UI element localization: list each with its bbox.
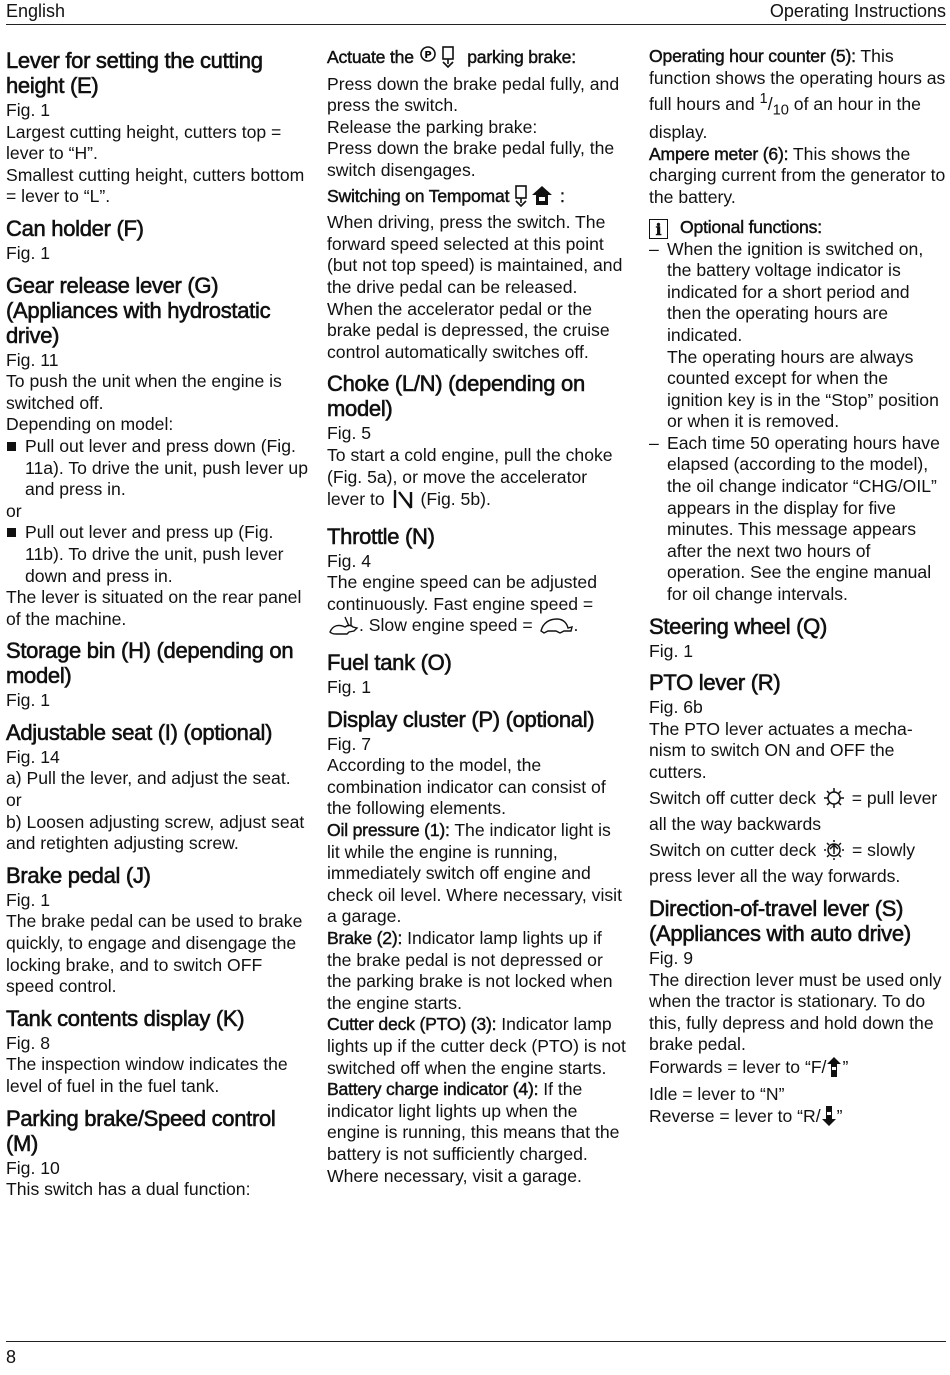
paragraph: The inspection window indicates the level of fuel in the fuel tank. xyxy=(6,1054,288,1096)
reverse-item: Reverse = lever to “R/ ” xyxy=(649,1105,947,1133)
paragraph: Largest cutting height, cutters top = lever to “H”. xyxy=(6,121,282,164)
heading-storage-bin: Storage bin (H) (depending on model) xyxy=(6,638,294,689)
paragraph: Depending on model: xyxy=(6,414,174,435)
paragraph: To start a cold engine, pull the choke (Fig. 5a), or move the accelerator lever to (Fig. 5b). xyxy=(327,445,627,516)
fig-ref: Fig. 11 xyxy=(6,349,59,370)
bullet-square-icon xyxy=(7,442,16,451)
forward-item: Forwards = lever to “F/ ” xyxy=(649,1056,947,1084)
list-item: – Each time 50 operating hours have elapsed (according to the model), the oil change indicator “CHG/OIL” appears in the display for five minutes. This message appears after the next two hours of operation. See the engine manual for oil change intervals. xyxy=(649,432,940,605)
bullet-item: Pull out lever and press up (Fig. 11b). To drive the unit, push lever down and press in. xyxy=(6,522,311,587)
tortoise-icon xyxy=(538,616,574,642)
heading-cutting-height-lever: Lever for setting the cutting height (E) xyxy=(6,48,263,98)
fig-ref: Fig. 9 xyxy=(649,947,694,968)
paragraph: When the accelerator pedal or the brake pedal is depressed, the cruise control automatically switches off. xyxy=(327,298,610,362)
info-icon: i xyxy=(649,219,668,239)
page-header xyxy=(6,0,946,25)
fig-ref: Fig. 1 xyxy=(6,242,51,263)
header-title: Operating Instructions xyxy=(769,1,946,21)
heading-adjustable-seat: Adjustable seat (I) (optional) xyxy=(6,719,273,745)
paragraph: The PTO lever actuates a mecha-nism to switch ON and OFF the cutters. xyxy=(649,718,913,782)
paragraph: Press down the brake pedal fully, the switch disengages. xyxy=(327,138,615,180)
list-item: – When the ignition is switched on, the battery voltage indicator is indicated for a short period and then the operating hours are indicated. The operating hours are always counted except for when the ignition key is in the “Stop” position or when it is removed. xyxy=(649,238,939,432)
ampere-meter-item: Ampere meter (6): This shows the charging current from the generator to the battery. xyxy=(649,143,946,207)
column-3 xyxy=(649,46,947,1133)
fig-ref: Fig. 1 xyxy=(6,100,51,120)
fig-ref: Fig. 1 xyxy=(6,889,51,910)
paragraph: The lever is situated on the rear panel of the machine. xyxy=(6,587,302,629)
heading-throttle: Throttle (N) xyxy=(327,523,435,549)
paragraph: To push the unit when the engine is switched off. xyxy=(6,371,282,413)
tempomat-label: Switching on Tempomat : xyxy=(327,185,627,213)
heading-gear-release-lever: Gear release lever (G) (Appliances with hydrostatic drive) xyxy=(6,272,271,348)
header-language: English xyxy=(6,1,66,21)
fig-ref: Fig. 1 xyxy=(649,640,694,661)
heading-display-cluster: Display cluster (P) (optional) xyxy=(327,706,595,732)
fig-ref: Fig. 6b xyxy=(649,697,703,718)
cutter-on-item: Switch on cutter deck = slowly press lever all the way forwards. xyxy=(649,839,916,887)
heading-tank-contents: Tank contents display (K) xyxy=(6,1005,245,1031)
heading-can-holder: Can holder (F) xyxy=(6,215,144,241)
choke-icon xyxy=(390,488,416,516)
parking-brake-icon xyxy=(419,46,463,74)
reverse-icon xyxy=(821,1105,837,1133)
heading-direction-lever: Direction-of-travel lever (S) (Appliances with auto drive) xyxy=(649,895,911,946)
cutter-off-item: Switch off cutter deck = pull lever all the way backwards xyxy=(649,787,938,835)
column-1 xyxy=(6,46,311,1201)
fig-ref: Fig. 1 xyxy=(327,677,372,698)
heading-fuel-tank: Fuel tank (O) xyxy=(327,650,452,676)
optional-functions-label: i Optional functions: xyxy=(649,217,947,239)
column-2 xyxy=(327,46,627,1187)
paragraph: The direction lever must be used only when the tractor is stationary. To do this, fully depress and hold down the brake pedal. xyxy=(649,969,942,1055)
paragraph: The engine speed can be adjusted continuously. Fast engine speed = . Slow engine speed = . xyxy=(327,572,627,642)
fig-ref: Fig. 7 xyxy=(327,733,372,754)
paragraph: When driving, press the switch. The forward speed selected at this point (but not top speed) is maintained, and the drive pedal can be released. xyxy=(327,212,623,297)
paragraph: Smallest cutting height, cutters bottom = lever to “L”. xyxy=(6,164,305,207)
heading-choke: Choke (L/N) (depending on model) xyxy=(327,371,585,422)
paragraph: This switch has a dual function: xyxy=(6,1179,251,1200)
fig-ref: Fig. 5 xyxy=(327,423,372,444)
tempomat-icon xyxy=(514,185,560,213)
footer-rule xyxy=(6,1341,946,1342)
idle-item: Idle = lever to “N” xyxy=(649,1083,785,1104)
heading-brake-pedal: Brake pedal (J) xyxy=(6,862,151,888)
fig-ref: Fig. 14 xyxy=(6,746,60,767)
actuate-label: Actuate the P parking brake: xyxy=(327,46,627,74)
fig-ref: Fig. 1 xyxy=(6,690,51,711)
cutter-off-icon xyxy=(821,787,847,815)
bullet-square-icon xyxy=(7,528,16,537)
heading-parking-brake: Parking brake/Speed control (M) xyxy=(6,1105,276,1156)
battery-indicator-item: Battery charge indicator (4): If the indicator light lights up when the engine is running, this means that the battery is not sufficiently charged. Where necessary, visit a garage. xyxy=(327,1079,620,1186)
paragraph: Press down the brake pedal fully, and press the switch. xyxy=(327,73,620,116)
or-text: or xyxy=(6,500,22,521)
svg-text:P: P xyxy=(423,50,432,61)
page-number: 8 xyxy=(6,1347,17,1367)
hare-icon xyxy=(327,616,359,642)
heading-steering-wheel: Steering wheel (Q) xyxy=(649,613,828,639)
fig-ref: Fig. 8 xyxy=(6,1032,51,1053)
paragraph: The brake pedal can be used to brake quickly, to engage and disengage the locking brake, and to switch OFF speed control. xyxy=(6,911,303,997)
release-label: Release the parking brake: xyxy=(327,116,538,137)
fig-ref: Fig. 4 xyxy=(327,550,372,571)
heading-pto-lever: PTO lever (R) xyxy=(649,670,781,696)
bullet-item: Pull out lever and press down (Fig. 11a). To drive the unit, push lever up and press in. xyxy=(6,436,311,501)
fig-ref: Fig. 10 xyxy=(6,1157,60,1178)
cutter-on-icon xyxy=(821,839,847,867)
or-text: or xyxy=(6,790,22,811)
hour-counter-item: Operating hour counter (5): This function shows the operating hours as full hours and $^1/_{10}$ of an hour in the display. xyxy=(649,46,946,143)
paragraph: According to the model, the combination indicator can consist of the following elements. xyxy=(327,755,606,819)
paragraph: a) Pull the lever, and adjust the seat. xyxy=(6,768,291,789)
oil-pressure-item: Oil pressure (1): The indicator light is lit while the engine is running, immediately switch off engine and check oil level. Where necessary, visit a garage. xyxy=(327,820,622,927)
brake-indicator-item: Brake (2): Indicator lamp lights up if the brake pedal is not depressed or the parking brake is not locked when the engine starts. xyxy=(327,928,613,1013)
paragraph: b) Loosen adjusting screw, adjust seat and retighten adjusting screw. xyxy=(6,811,305,854)
forward-icon xyxy=(826,1056,842,1084)
cutter-deck-item: Cutter deck (PTO) (3): Indicator lamp lights up if the cutter deck (PTO) is not switched off when the engine starts. xyxy=(327,1014,626,1078)
